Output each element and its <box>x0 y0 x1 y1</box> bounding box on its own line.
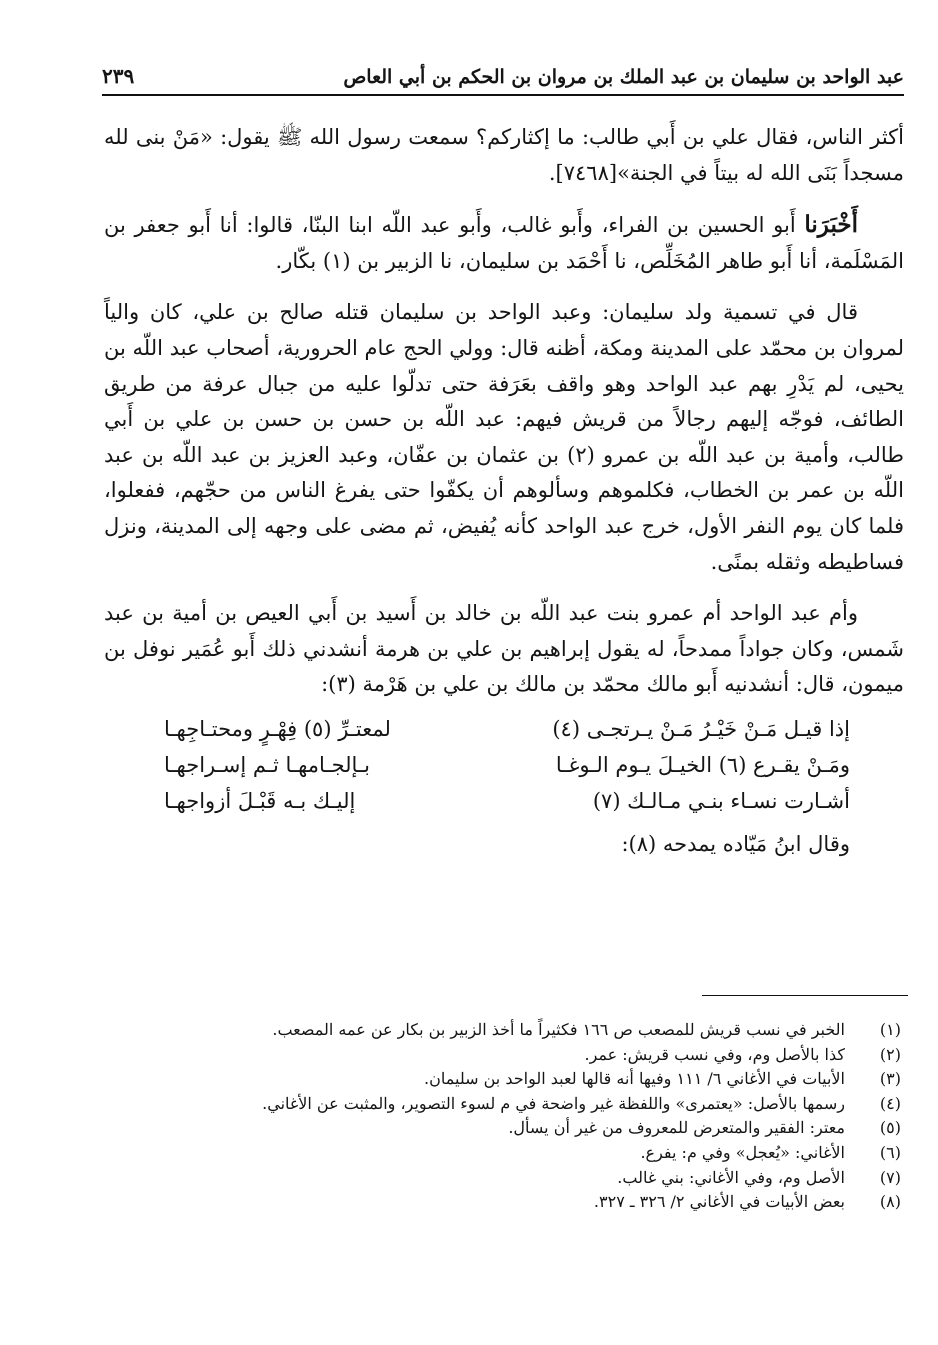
paragraph-2-lead: أَخْبَرَنا <box>804 211 858 239</box>
footnote-number: (٢) <box>879 1044 901 1064</box>
footnote-number: (٤) <box>879 1093 901 1113</box>
poem-verse <box>104 711 904 747</box>
footnote-item <box>104 1166 904 1191</box>
poem-verse <box>104 783 904 819</box>
footnote-item <box>104 1141 904 1166</box>
main-text <box>104 120 904 863</box>
running-header <box>102 58 904 96</box>
poem <box>104 711 904 819</box>
footnote-text: الخبر في نسب قريش للمصعب ص ١٦٦ فكثيراً ما أخذ الزبير بن بكار عن عمه المصعب. <box>272 1020 845 1039</box>
paragraph-4: وأم عبد الواحد أم عمرو بنت عبد اللّه بن خالد بن أَسيد بن أَبي العيص بن أمية بن عبد شَمس، وكان جواداً ممدحاً، له يقول إبراهيم بن علي بن هرمة أنشدني ذلك أَبو عُمَير نوفل بن ميمون، قال: أنشدنيه أَبو مالك محمّد بن مالك بن علي بن هَرْمة (٣): <box>104 601 904 697</box>
verse-first-hemistich: إذا قيـل مَـنْ خَيْـرُ مَـنْ يـرتجـى (٤) <box>552 716 850 741</box>
verse-first-hemistich: أشـارت نسـاء بنـي مـالـك (٧) <box>592 788 850 813</box>
poem-intro-line: وقال ابنُ مَيّاده يمدحه (٨): <box>621 831 850 856</box>
footnote-item <box>104 1018 904 1043</box>
footnote-number: (٦) <box>879 1142 901 1162</box>
footnote-item <box>104 1190 904 1215</box>
chapter-title: عبد الواحد بن سليمان بن عبد الملك بن مروان بن الحكم بن أبي العاص <box>343 66 904 88</box>
footnote-text: رسمها بالأصل: «يعتمرى» واللفظة غير واضحة في م لسوء التصوير، والمثبت عن الأغاني. <box>262 1093 845 1113</box>
paragraph-1: أكثر الناس، فقال علي بن أَبي طالب: ما إكثاركم؟ سمعت رسول الله ﷺ يقول: «مَنْ بنى لله مسجداً بَنَى الله له بيتاً في الجنة»[٧٤٦٨]. <box>104 125 904 185</box>
footnote-item <box>104 1092 904 1117</box>
paragraph-2 <box>104 207 904 279</box>
footnote-number: (٥) <box>879 1118 901 1138</box>
footnote-text: كذا بالأصل وم، وفي نسب قريش: عمر. <box>584 1044 845 1064</box>
verse-second-hemistich: بـإلجـامهـا ثـم إسـراجهـا <box>164 752 370 777</box>
footnotes <box>104 1018 904 1215</box>
verse-second-hemistich: إليـك بـه قَبْـلَ أزواجهـا <box>164 788 356 813</box>
paragraph-3: قال في تسمية ولد سليمان: وعبد الواحد بن سليمان قتله صالح بن علي، كان والياً لمروان بن محمّد على المدينة ومكة، أظنه قال: وولي الحج عام الحرورية، أصحاب عبد اللّه بن يحيى، لم يَدْرِ بهم عبد الواحد وهو واقف بعَرَفة حتى تدلّوا عليه من جبال عرفة من طريق الطائف، فوجّه إليهم رجالاً من قريش فيهم: عبد اللّه بن حسن بن حسن بن علي بن أَبي طالب، وأمية بن عبد اللّه بن عمرو (٢) بن عثمان بن عفّان، وعبد العزيز بن عبد اللّه بن عبد اللّه بن عمر بن الخطاب، فكلموهم وسألوهم أن يكفّوا حتى يفرغ الناس من حجّهم، ففعلوا، فلما كان يوم النفر الأول، خرج عبد الواحد كأنه يُفيض، ثم مضى على وجهه إلى المدينة، ونزل فساطيطه وثقله بمنًى. <box>104 300 904 574</box>
footnote-separator <box>702 995 908 996</box>
footnote-number: (٨) <box>879 1192 901 1212</box>
footnote-item <box>104 1116 904 1141</box>
verse-second-hemistich: لمعتـرِّ (٥) فِهْـرٍ ومحتـاجِهـا <box>164 716 391 741</box>
footnote-text: الأبيات في الأغاني ٦/ ١١١ وفيها أنه قالها لعبد الواحد بن سليمان. <box>424 1069 845 1089</box>
page-number: ٢٣٩ <box>102 64 135 88</box>
verse-first-hemistich: ومَـنْ يقـرع (٦) الخيـلَ يـوم الـوغـا <box>555 752 850 777</box>
poem-verse <box>104 747 904 783</box>
footnote-text: الأغاني: «يُعجل» وفي م: يفرع. <box>640 1142 845 1162</box>
footnote-item <box>104 1043 904 1068</box>
footnote-item <box>104 1067 904 1092</box>
footnote-number: (٣) <box>879 1069 901 1089</box>
footnote-text: معتر: الفقير والمتعرض للمعروف من غير أن يسأل. <box>508 1118 845 1138</box>
paragraph-2-text: أَبو الحسين بن الفراء، وأَبو غالب، وأَبو عبد اللّه ابنا البنّا، قالوا: أنا أَبو جعفر بن المَسْلَمة، أنا أَبو طاهر المُخَلِّص، نا أَحْمَد بن سليمان، نا الزبير بن (١) بكّار. <box>104 213 904 273</box>
footnote-number: (٧) <box>879 1167 901 1187</box>
footnote-text: بعض الأبيات في الأغاني ٢/ ٣٢٦ ـ ٣٢٧. <box>593 1192 845 1212</box>
footnote-number: (١) <box>879 1020 901 1039</box>
footnote-text: الأصل وم، وفي الأغاني: بني غالب. <box>617 1167 845 1187</box>
